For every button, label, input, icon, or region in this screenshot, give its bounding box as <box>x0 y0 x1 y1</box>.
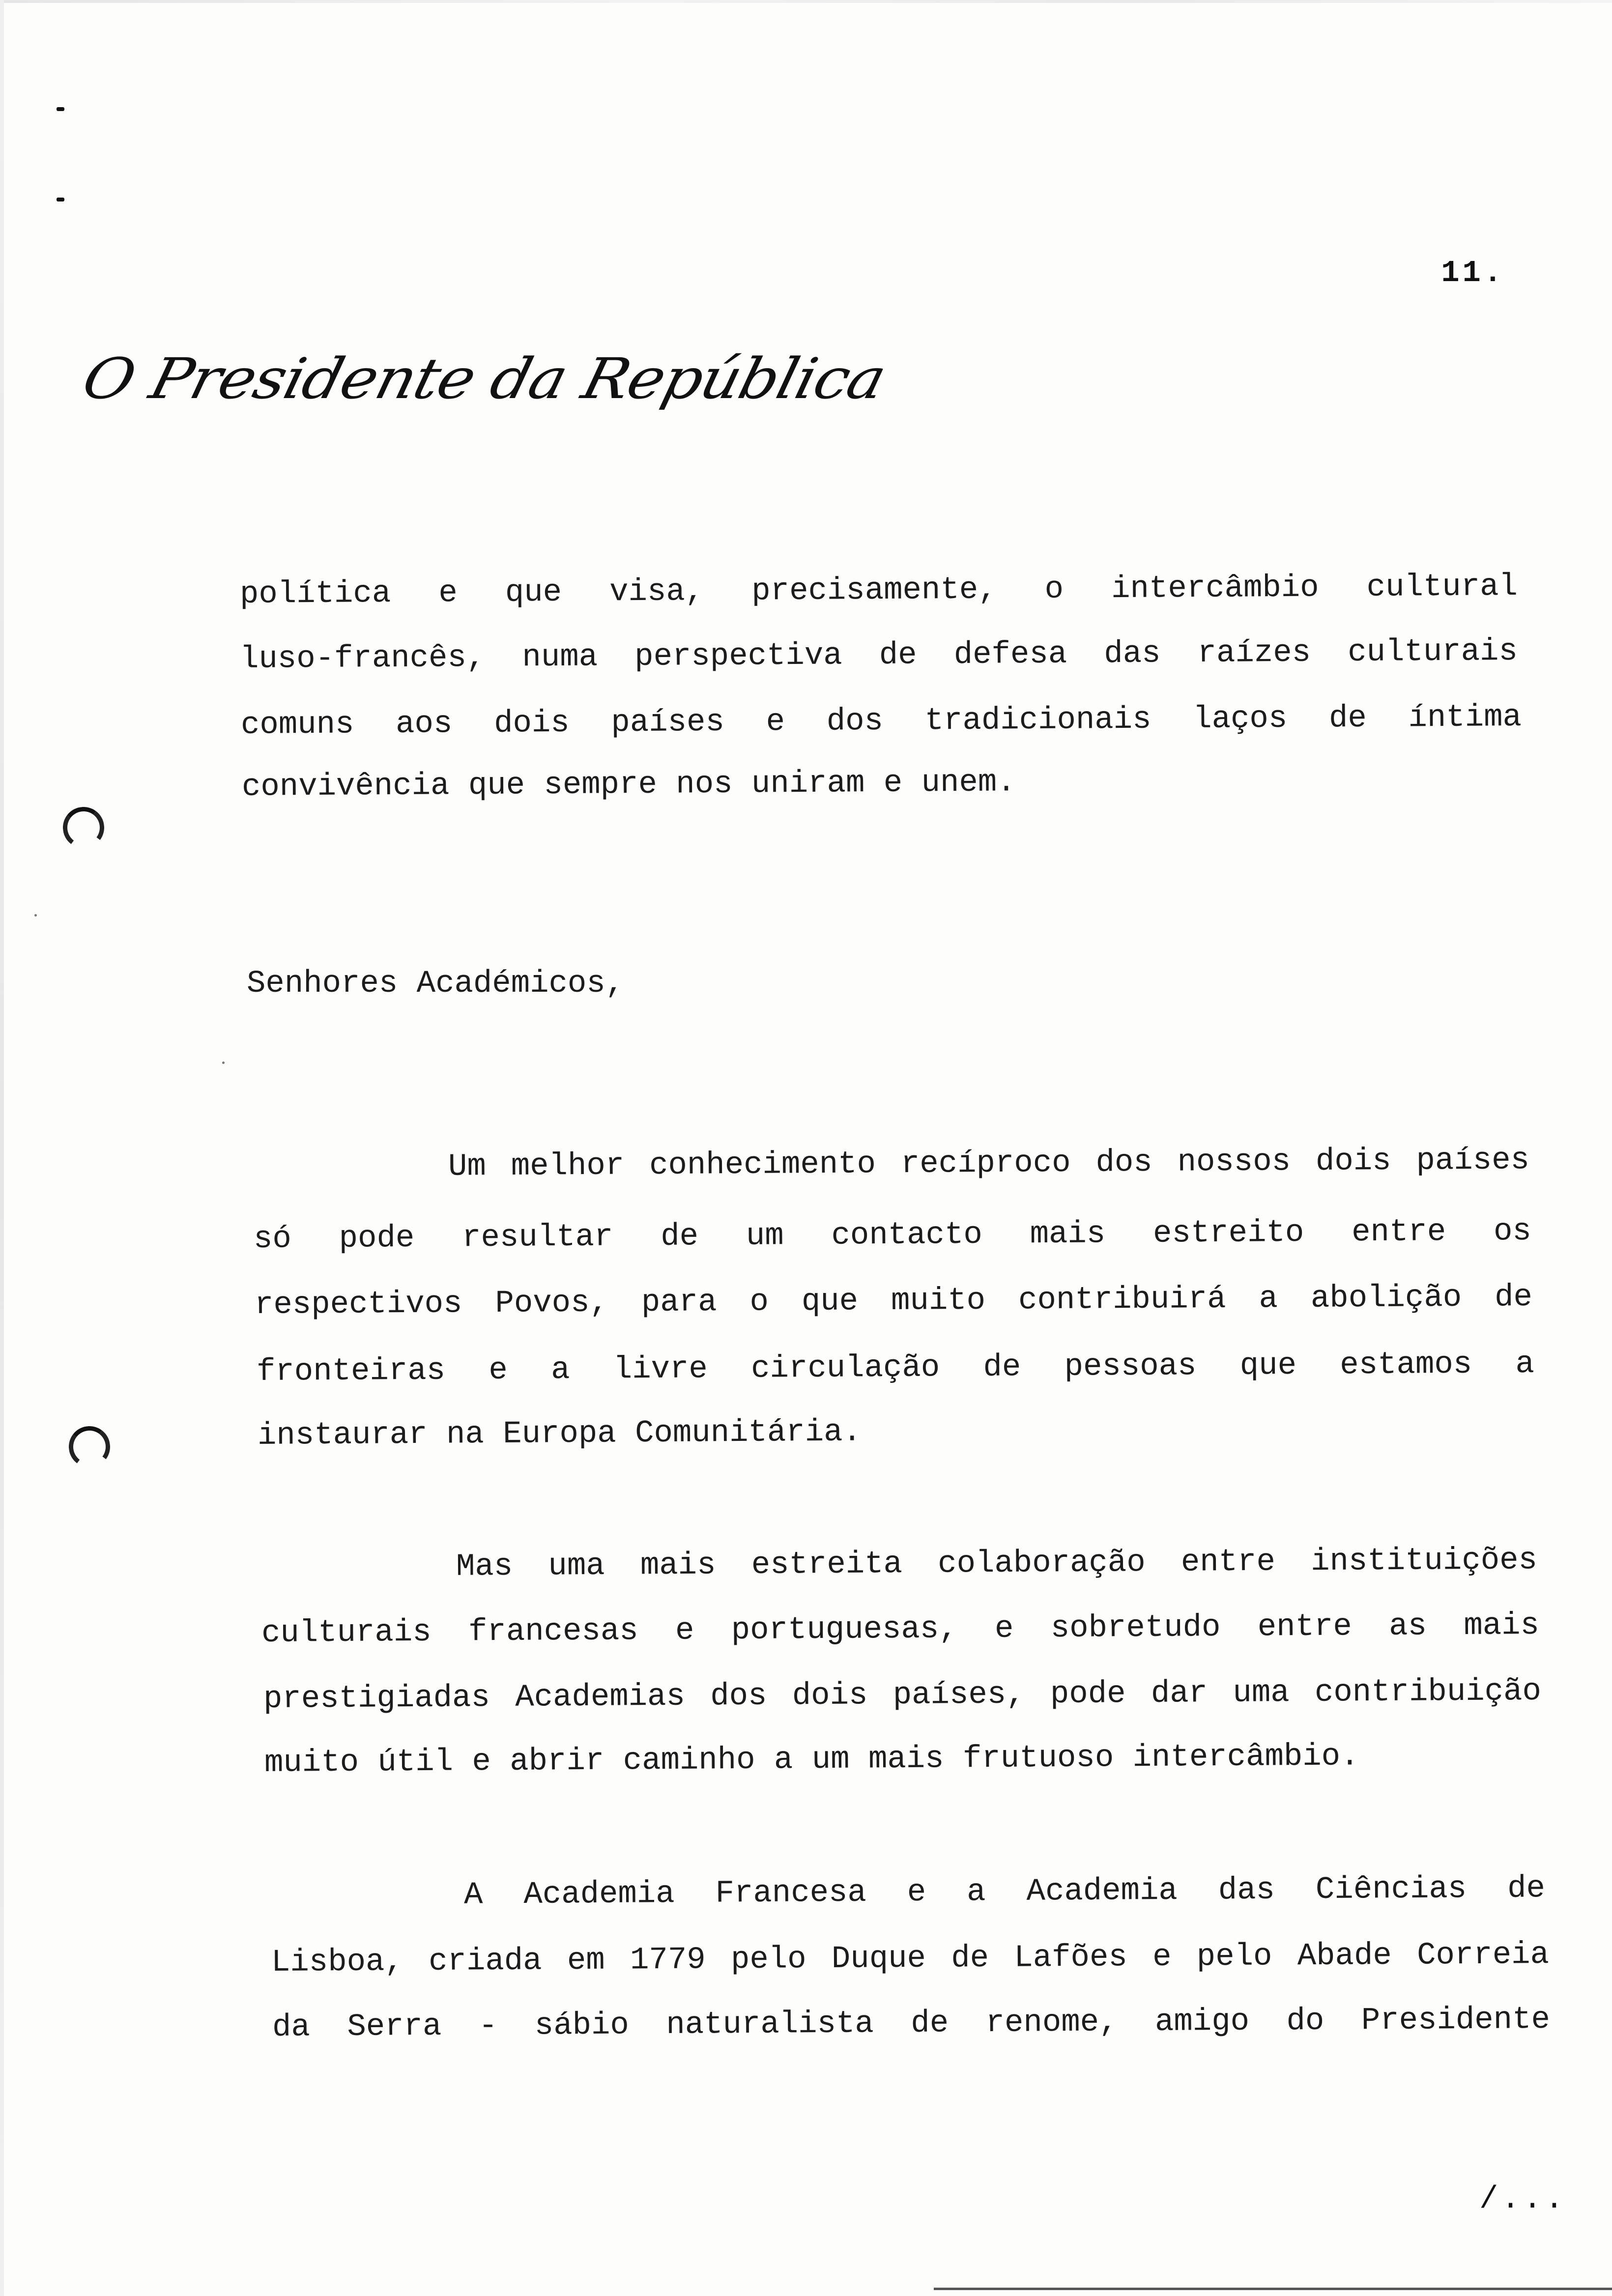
text-line: política e que visa, precisamente, o intercâmbio cultural <box>239 569 1518 612</box>
page-number: 11. <box>1441 256 1505 290</box>
text-line: prestigiadas Academias dos dois países, pode dar uma contribuição <box>263 1674 1542 1717</box>
text-line: Lisboa, criada em 1779 pelo Duque de Lafões e pelo Abade Correia <box>271 1937 1550 1980</box>
text-line: da Serra - sábio naturalista de renome, amigo do Presidente <box>272 2002 1551 2045</box>
punch-hole-icon <box>60 804 107 851</box>
text-line: fronteiras e a livre circulação de pessoas que estamos a <box>256 1347 1535 1390</box>
text-line: muito útil e abrir caminho a um mais frutuoso intercâmbio. <box>264 1739 1359 1781</box>
text-line: só pode resultar de um contacto mais estreito entre os <box>253 1214 1532 1257</box>
letterhead-logo: O Presidente da República <box>76 346 892 412</box>
text-line: A Academia Francesa e a Academia das Ciências de <box>463 1871 1546 1913</box>
margin-mark <box>57 198 64 201</box>
scan-bottom-rule <box>934 2288 1612 2290</box>
continuation-mark: /... <box>1479 2182 1567 2217</box>
text-line: Mas uma mais estreita colaboração entre instituições <box>456 1543 1538 1585</box>
punch-hole-icon <box>66 1424 113 1470</box>
salutation: Senhores Académicos, <box>247 966 625 1002</box>
text-line: comuns aos dois países e dos tradicionais laços de íntima <box>240 700 1522 743</box>
text-line: respectivos Povos, para o que muito contribuirá a abolição de <box>254 1280 1533 1323</box>
scan-top-edge <box>0 0 1612 3</box>
scan-speck <box>222 1062 225 1064</box>
margin-mark <box>57 107 64 111</box>
scan-left-edge <box>0 0 4 2296</box>
text-line: culturais francesas e portuguesas, e sobretudo entre as mais <box>261 1608 1540 1651</box>
text-line: Um melhor conhecimento recíproco dos nossos dois países <box>448 1143 1530 1185</box>
text-line: instaurar na Europa Comunitária. <box>257 1414 862 1454</box>
text-line: luso-francês, numa perspectiva de defesa das raízes culturais <box>239 634 1518 677</box>
text-line: convivência que sempre nos uniram e unem. <box>241 765 1016 805</box>
scan-speck <box>34 914 37 917</box>
